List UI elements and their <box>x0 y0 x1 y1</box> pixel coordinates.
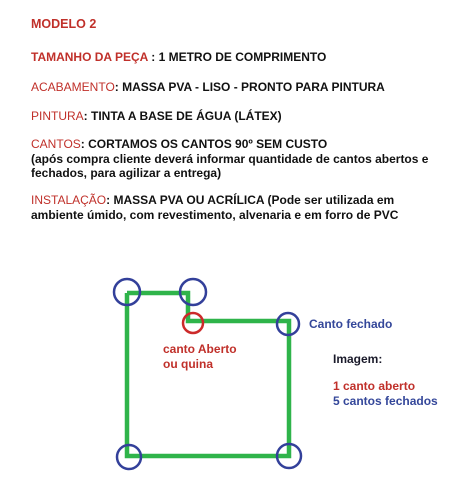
spec-finish-value: MASSA PVA - LISO - PRONTO PARA PINTURA <box>122 80 385 94</box>
legend-open: 1 canto aberto <box>333 379 416 393</box>
open-corner-label-1: canto Aberto <box>163 342 237 356</box>
molding-outline <box>127 293 289 456</box>
spec-size-label: TAMANHO DA PEÇA <box>31 50 148 64</box>
spec-install-label: INSTALAÇÃO <box>31 193 107 207</box>
spec-corners-note-2: fechados, para agilizar a entrega) <box>31 166 222 180</box>
spec-size-sep: : <box>147 50 159 64</box>
spec-size-value: 1 METRO DE COMPRIMENTO <box>158 50 327 64</box>
spec-corners-label: CANTOS <box>31 137 81 151</box>
spec-corners-sep: : <box>80 137 89 151</box>
spec-paint-sep: : <box>83 109 92 123</box>
spec-corners-value: CORTAMOS OS CANTOS 90º SEM CUSTO <box>88 137 328 151</box>
closed-corner-label: Canto fechado <box>309 317 393 331</box>
spec-finish-sep: : <box>114 80 123 94</box>
legend-closed: 5 cantos fechados <box>333 394 438 408</box>
spec-install-sep: : <box>106 193 114 207</box>
legend-title: Imagem: <box>333 352 383 366</box>
spec-install-note: ambiente úmido, com revestimento, alvenaria e em forro de PVC <box>31 208 399 222</box>
open-corner-label-2: ou quina <box>163 357 213 371</box>
spec-paint-label: PINTURA <box>31 109 84 123</box>
page-title: MODELO 2 <box>31 17 97 31</box>
spec-finish-label: ACABAMENTO <box>31 80 115 94</box>
spec-corners-note-1: (após compra cliente deverá informar quantidade de cantos abertos e <box>31 152 429 166</box>
spec-install-value: MASSA PVA OU ACRÍLICA (Pode ser utilizada em <box>113 193 395 207</box>
spec-paint-value: TINTA A BASE DE ÁGUA (LÁTEX) <box>91 109 282 123</box>
